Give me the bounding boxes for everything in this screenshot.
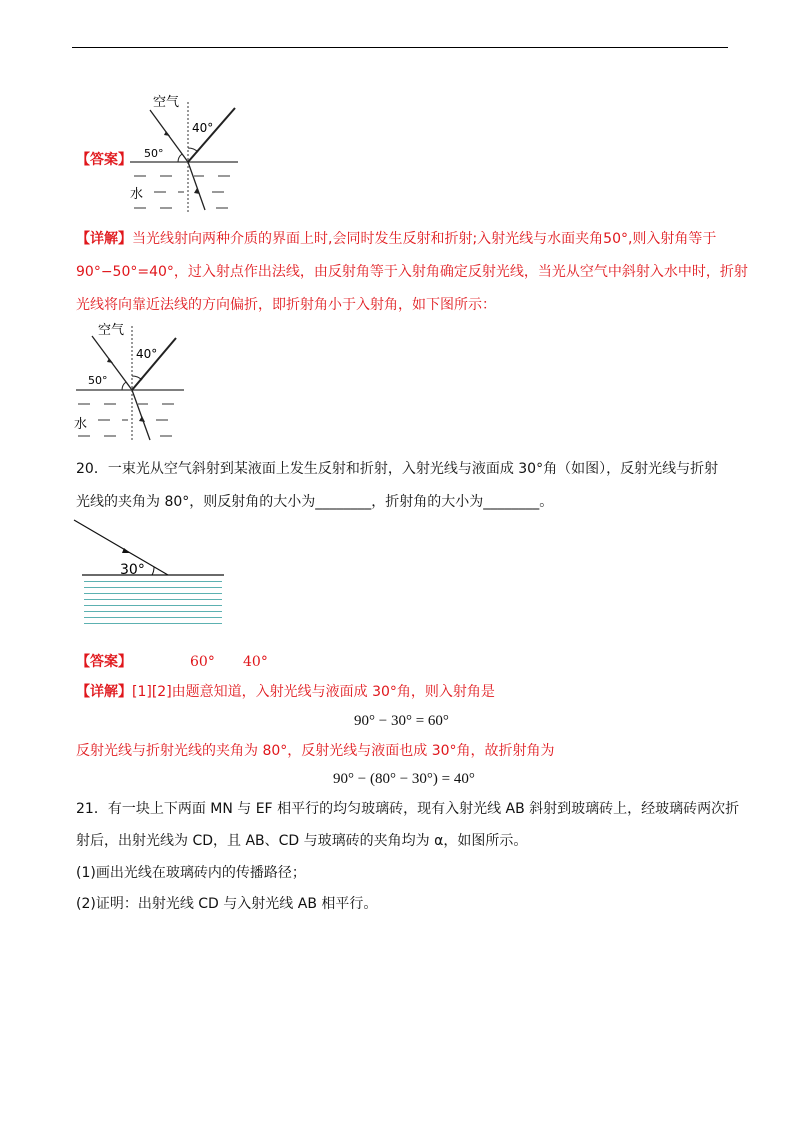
- q19-detail-figure: [72, 318, 202, 443]
- q19-detail-line-3: 光线将向靠近法线的方向偏折，即折射角小于入射角，如下图所示：: [76, 297, 496, 313]
- q20-question-line-1: 20．一束光从空气斜射到某液面上发生反射和折射，入射光线与液面成 30°角（如图），反射光线与折射: [76, 461, 719, 477]
- q19-answer-label: 【答案】: [76, 152, 132, 168]
- header-rule: [72, 47, 728, 48]
- q20-question-line-2: 光线的夹角为 80°，则反射角的大小为________，折射角的大小为________。: [76, 494, 554, 510]
- q21-line-2: 射后，出射光线为 CD，且 AB、CD 与玻璃砖的夹角均为 α，如图所示。: [76, 833, 528, 849]
- q19-answer-figure: [120, 90, 250, 215]
- q20-answer-2: 40°: [243, 654, 268, 670]
- water-dashes-2: [78, 404, 174, 436]
- liquid-dots: [84, 581, 222, 624]
- q20-answer-1: 60°: [190, 654, 215, 670]
- q19-detail-line-1: 【详解】当光线射向两种介质的界面上时,会同时发生反射和折射;入射光线与水面夹角50°,则入射角等于: [76, 231, 717, 247]
- water-label-2: 水: [74, 417, 88, 432]
- q21-line-1: 21．有一块上下两面 MN 与 EF 相平行的均匀玻璃砖，现有入射光线 AB 斜射到玻璃砖上，经玻璃砖两次折: [76, 801, 740, 817]
- incident-angle-label-2: 50°: [88, 374, 108, 387]
- q20-angle-label: 30°: [120, 562, 145, 578]
- water-dashes: [134, 176, 230, 208]
- q20-figure: [72, 518, 232, 630]
- q20-detail-label: 【详解】: [76, 684, 132, 700]
- q21-line-4: (2)证明：出射光线 CD 与入射光线 AB 相平行。: [76, 896, 378, 912]
- q20-detail-line-2: 反射光线与折射光线的夹角为 80°，反射光线与液面也成 30°角，故折射角为: [76, 743, 555, 759]
- q20-detail-line-1: 【详解】[1][2]由题意知道，入射光线与液面成 30°角，则入射角是: [76, 684, 495, 700]
- q21-line-3: (1)画出光线在玻璃砖内的传播路径；: [76, 865, 306, 881]
- q20-answer-label: 【答案】: [76, 654, 132, 670]
- reflect-angle-label-2: 40°: [136, 347, 158, 361]
- air-label: 空气: [153, 95, 180, 110]
- air-label-2: 空气: [98, 323, 125, 338]
- q19-detail-label: 【详解】: [76, 231, 132, 247]
- q20-equation-2: 90° − (80° − 30°) = 40°: [333, 771, 475, 787]
- water-label: 水: [130, 187, 144, 202]
- q20-equation-1: 90° − 30° = 60°: [354, 713, 449, 729]
- incident-angle-label: 50°: [144, 147, 164, 160]
- reflect-angle-label: 40°: [192, 121, 214, 135]
- q19-detail-line-2: 90°−50°=40°，过入射点作出法线，由反射角等于入射角确定反射光线，当光从空气中斜射入水中时，折射: [76, 264, 748, 280]
